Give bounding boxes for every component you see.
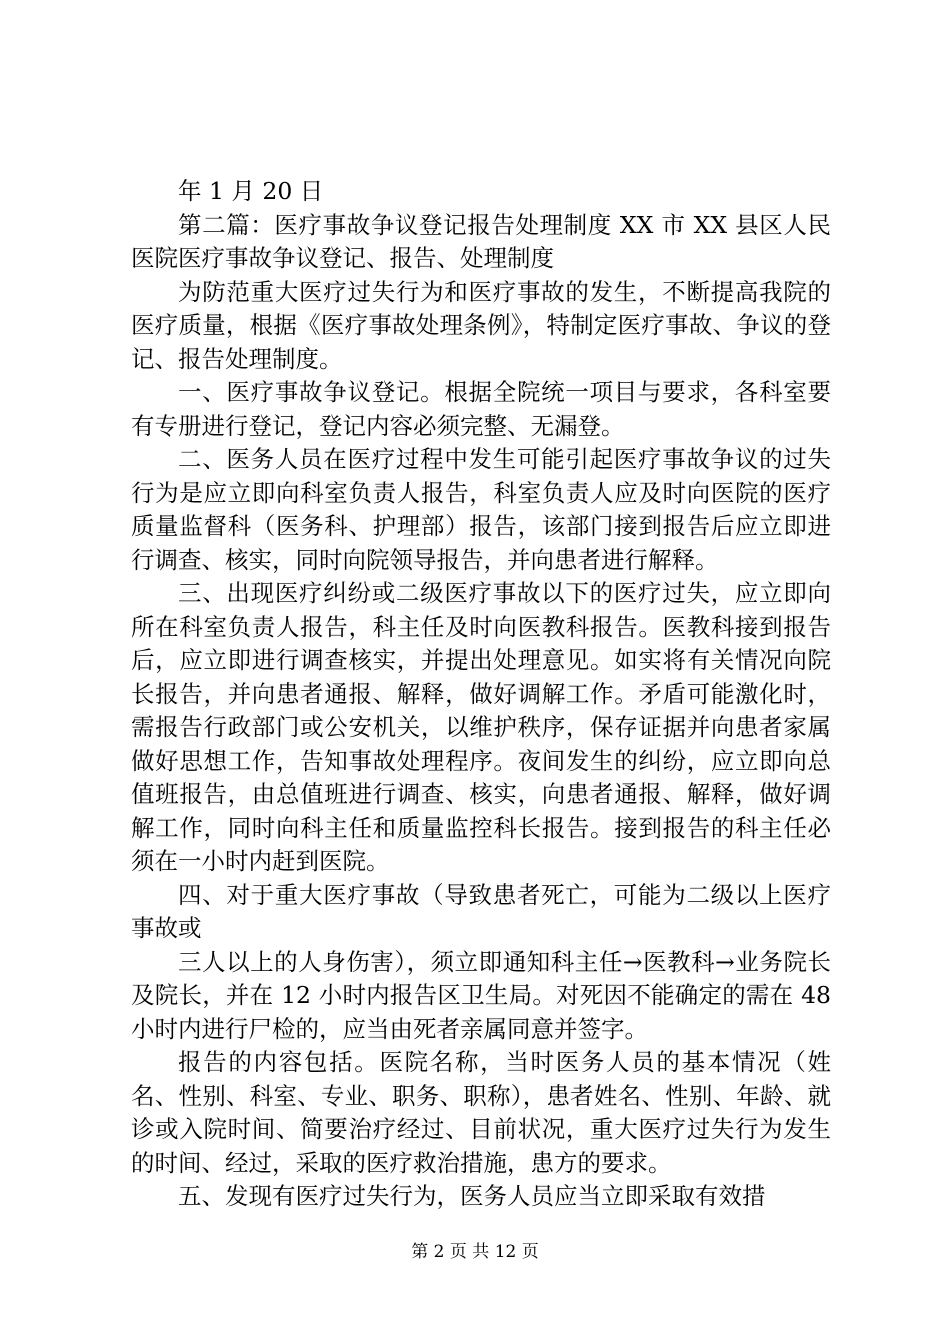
date-line: 年 1 月 20 日 bbox=[178, 177, 324, 205]
section-1-paragraph: 一、医疗事故争议登记。根据全院统一项目与要求，各科室要有专册进行登记，登记内容必须完整、无漏登。 bbox=[131, 378, 831, 440]
report-content-paragraph: 报告的内容包括。医院名称，当时医务人员的基本情况（姓名、性别、科室、专业、职务、职称），患者姓名、性别、年龄、就诊或入院时间、简要治疗经过、目前状况，重大医疗过失行为发生的时间、经过，采取的医疗救治措施，患方的要求。 bbox=[131, 1048, 831, 1177]
section-2-paragraph: 二、医务人员在医疗过程中发生可能引起医疗事故争议的过失行为是应立即向科室负责人报告，科室负责人应及时向医院的医疗质量监督科（医务科、护理部）报告，该部门接到报告后应立即进行调查、核实，同时向院领导报告，并向患者进行解释。 bbox=[131, 445, 831, 574]
chapter-heading: 第二篇：医疗事故争议登记报告处理制度 XX 市 XX 县区人民医院医疗事故争议登记、报告、处理制度 bbox=[131, 210, 831, 272]
section-5-paragraph: 五、发现有医疗过失行为，医务人员应当立即采取有效措 bbox=[178, 1182, 766, 1210]
page-footer bbox=[0, 1242, 950, 1262]
page-number-label: 第 2 页 共 12 页 bbox=[411, 1242, 539, 1262]
section-3-paragraph: 三、出现医疗纠纷或二级医疗事故以下的医疗过失，应立即向所在科室负责人报告，科主任及时向医教科报告。医教科接到报告后，应立即进行调查核实，并提出处理意见。如实将有关情况向院长报告，并向患者通报、解释，做好调解工作。矛盾可能激化时，需报告行政部门或公安机关，以维护秩序，保存证据并向患者家属做好思想工作，告知事故处理程序。夜间发生的纠纷，应立即向总值班报告，由总值班进行调查、核实，向患者通报、解释，做好调解工作，同时向科主任和质量监控科长报告。接到报告的科主任必须在一小时内赶到医院。 bbox=[131, 579, 831, 875]
intro-paragraph: 为防范重大医疗过失行为和医疗事故的发生，不断提高我院的医疗质量，根据《医疗事故处理条例》，特制定医疗事故、争议的登记、报告处理制度。 bbox=[131, 277, 831, 373]
document-body bbox=[131, 175, 831, 1214]
section-4-paragraph: 四、对于重大医疗事故（导致患者死亡，可能为二级以上医疗事故或 bbox=[131, 880, 831, 942]
section-4-continued-paragraph: 三人以上的人身伤害），须立即通知科主任→医教科→业务院长及院长，并在 12 小时内报告区卫生局。对死因不能确定的需在 48 小时内进行尸检的，应当由死者亲属同意并签字。 bbox=[131, 947, 831, 1043]
